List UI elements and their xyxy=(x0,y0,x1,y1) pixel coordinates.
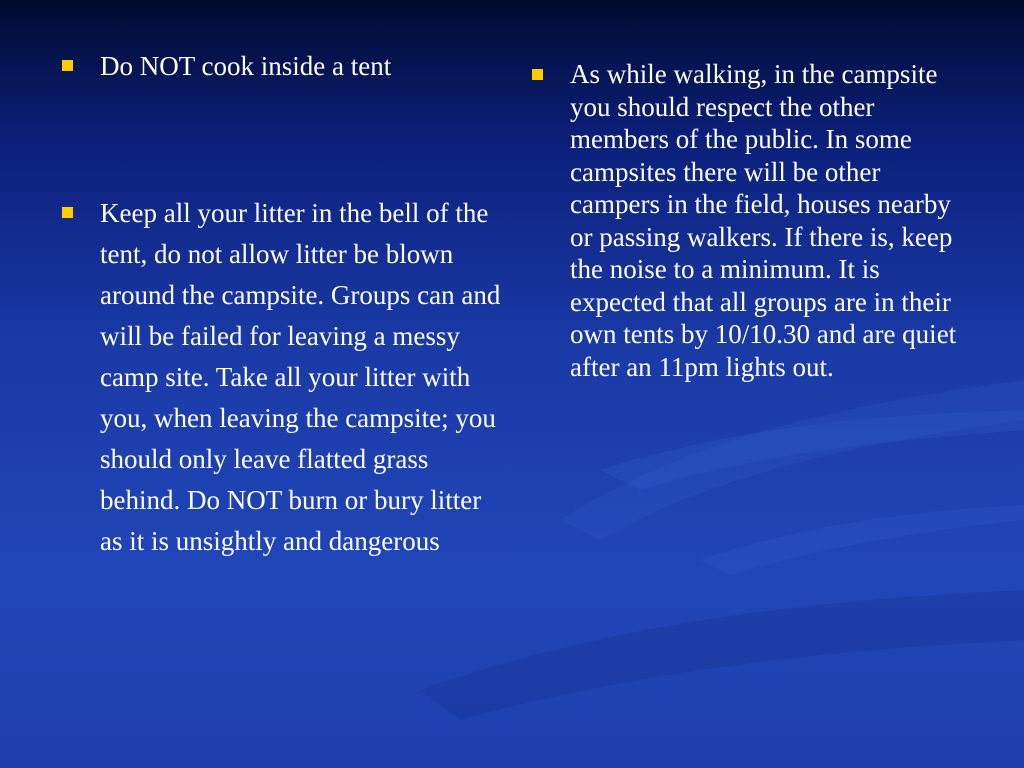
square-bullet-icon xyxy=(532,69,543,80)
bullet-text: Keep all your litter in the bell of the tent, do not allow litter be blown around the campsite. Groups can and will be failed for leaving a messy camp site. Take all your litter with you, when leaving the campsite; you should only leave flatted grass behind. Do NOT burn or bury litter as it is unsightly and dangerous xyxy=(100,198,501,556)
bullet-item-cooking xyxy=(62,46,502,87)
bullet-text: As while walking, in the campsite you should respect the other members of the public. In some campsites there will be other campers in the field, houses nearby or passing walkers. If there is, keep the noise to a minimum. It is expected that all groups are in their own tents by 10/10.30 and are quiet after an 11pm lights out. xyxy=(570,59,957,382)
left-bullet-list xyxy=(62,46,502,562)
square-bullet-icon xyxy=(62,60,73,71)
bullet-item-noise xyxy=(532,58,972,383)
bullet-text: Do NOT cook inside a tent xyxy=(100,51,392,81)
right-bullet-list xyxy=(532,58,972,383)
bullet-item-litter xyxy=(62,193,502,562)
square-bullet-icon xyxy=(62,207,73,218)
